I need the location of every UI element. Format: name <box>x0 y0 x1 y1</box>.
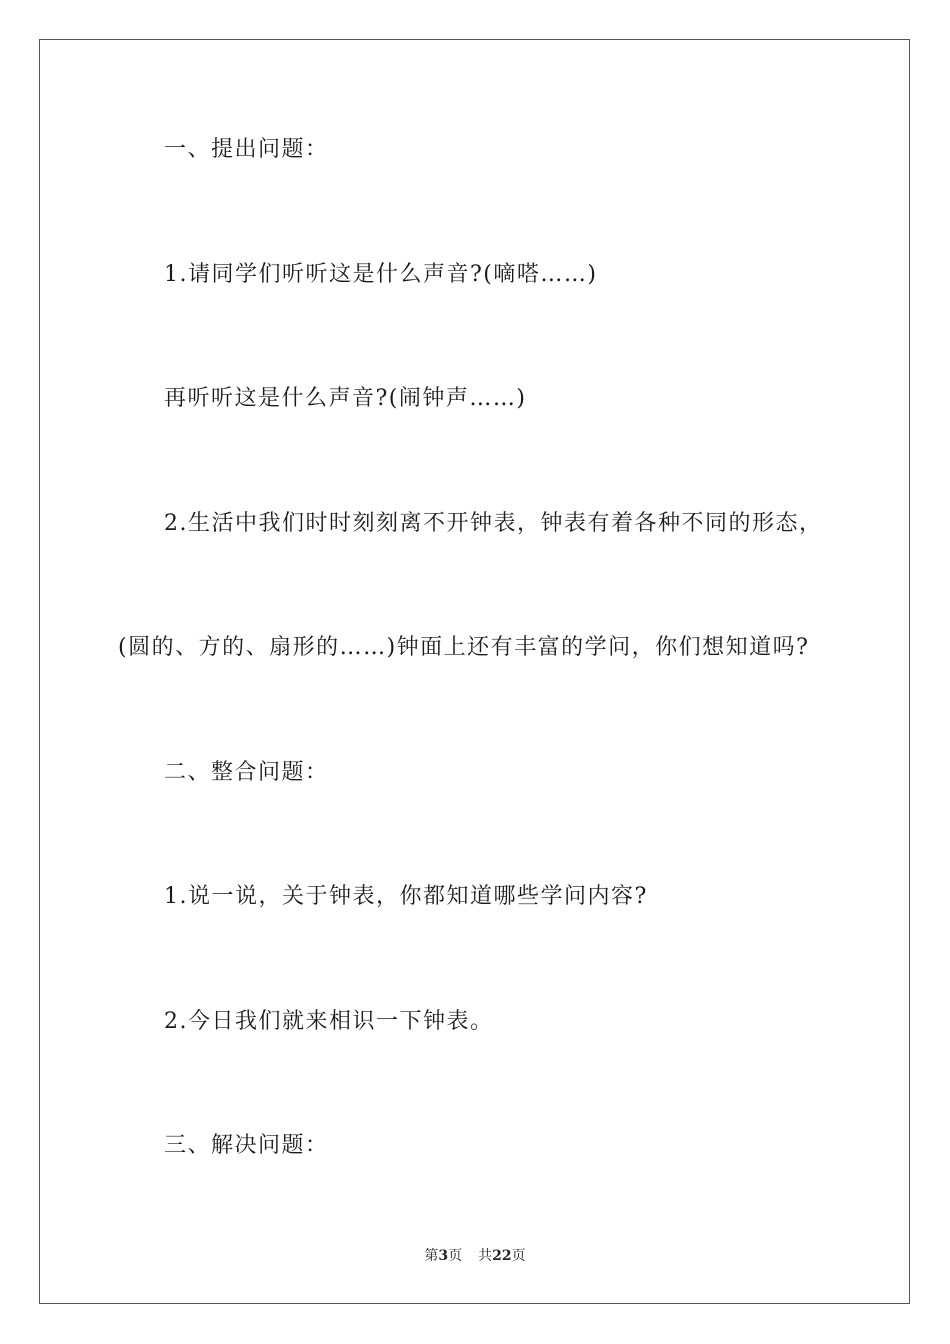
page-label-suffix: 页 <box>448 1248 463 1264</box>
page-label-prefix: 第 <box>424 1248 439 1264</box>
total-label-prefix: 共 <box>478 1248 493 1264</box>
paragraph-line: 再听听这是什么声音?(闹钟声……) <box>164 386 527 411</box>
section-heading-1: 一、提出问题： <box>164 137 329 162</box>
page-border <box>39 39 910 1304</box>
total-label-suffix: 页 <box>511 1248 526 1264</box>
paragraph-line: 2.今日我们就来相识一下钟表。 <box>164 1009 494 1034</box>
paragraph-line: 1.请同学们听听这是什么声音?(嘀嗒……) <box>164 262 598 287</box>
section-heading-2: 二、整合问题： <box>164 760 329 785</box>
paragraph-line: 2.生活中我们时时刻刻离不开钟表，钟表有着各种不同的形态， <box>164 511 823 536</box>
current-page-number: 3 <box>438 1248 449 1264</box>
section-heading-3: 三、解决问题： <box>164 1133 329 1158</box>
total-page-count: 22 <box>492 1248 512 1264</box>
paragraph-line: 1.说一说，关于钟表，你都知道哪些学问内容? <box>164 884 648 909</box>
paragraph-line: (圆的、方的、扇形的……)钟面上还有丰富的学问，你们想知道吗? <box>118 635 810 660</box>
page-footer <box>0 1246 950 1266</box>
